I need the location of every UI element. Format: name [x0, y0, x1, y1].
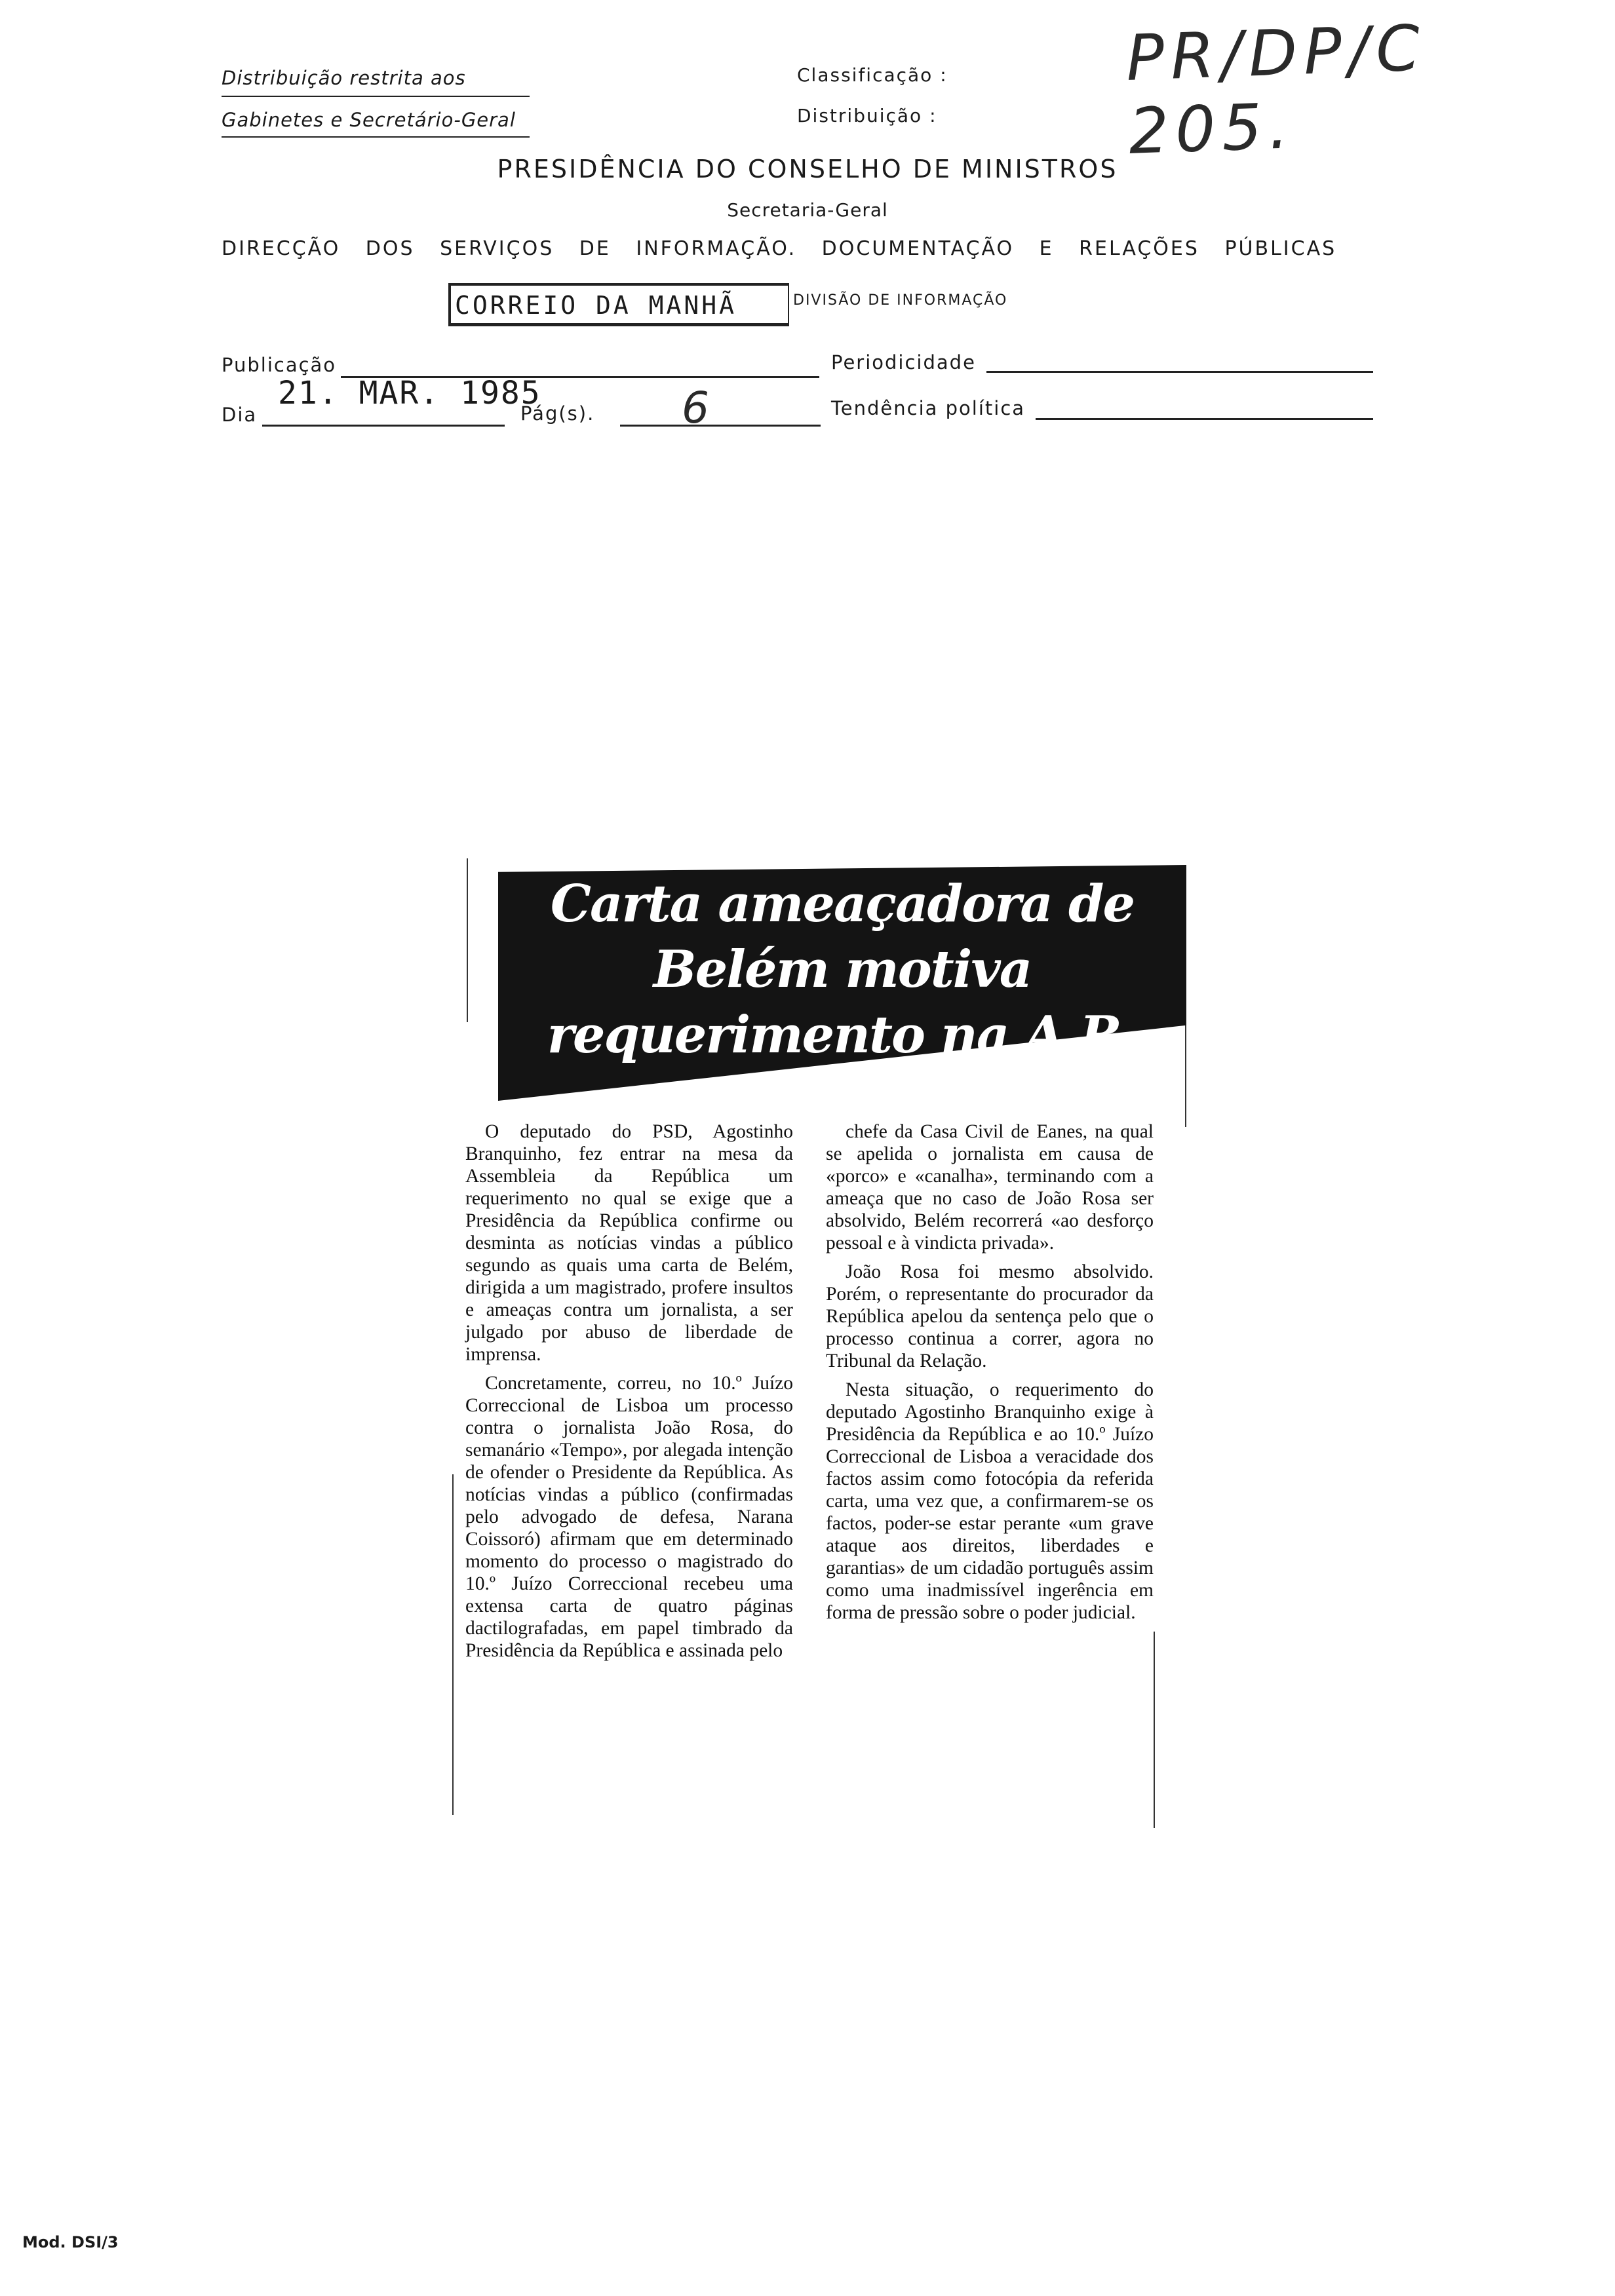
clip-edge-left-bottom	[452, 1474, 454, 1815]
distribution-line-2: Gabinetes e Secretário-Geral	[222, 109, 516, 131]
pages-fill-line	[620, 425, 821, 427]
secretariat-subtitle: Secretaria-Geral	[727, 199, 888, 221]
division-label: DIVISÃO DE INFORMAÇÃO	[793, 292, 1008, 309]
article-column-1	[465, 1120, 793, 1668]
periodicity-label: Periodicidade	[831, 351, 976, 373]
presidency-title: PRESIDÊNCIA DO CONSELHO DE MINISTROS	[497, 155, 1118, 183]
directorate-title: DIRECÇÃO DOS SERVIÇOS DE INFORMAÇÃO. DOCUMENTAÇÃO E RELAÇÕES PÚBLICAS	[222, 237, 1337, 260]
article-column-2	[826, 1120, 1154, 1630]
day-label: Dia	[222, 404, 258, 426]
article-headline: Carta ameaçadora de Belém motiva requerimento na A.R.	[547, 874, 1138, 1065]
day-fill-line	[262, 425, 505, 427]
political-tendency-label: Tendência política	[831, 397, 1026, 419]
clip-edge-left-top	[467, 858, 468, 1022]
date-stamp: 21. MAR. 1985	[278, 375, 541, 411]
column-1-paragraph-1: O deputado do PSD, Agostinho Branquinho, fez entrar na mesa da Assembleia da República um requerimento no qual se exige que a Presidência da República confirme ou desminta as notícias vindas a público segundo as quais uma carta de Belém, dirigida a um magistrado, profere insultos e ameaças contra um jornalista, a ser julgado por abuso de liberdade de imprensa.	[465, 1121, 793, 1365]
column-2-paragraph-3: Nesta situação, o requerimento do deputado Agostinho Branquinho exige à Presidência da República e ao 10.º Juízo Correccional de Lisboa a veracidade dos factos assim como fotocópia da referida carta, uma vez que, a confirmarem-se os factos, poder-se estar perante «um grave ataque aos direitos, liberdades e garantias» de um cidadão português assim como uma inadmissível ingerência em forma de pressão sobre o poder judicial.	[826, 1379, 1154, 1623]
distribution-rule-2	[222, 136, 530, 138]
pages-handwritten: 6	[682, 383, 709, 433]
column-1-paragraph-2: Concretamente, correu, no 10.º Juízo Correccional de Lisboa um processo contra o jornalista João Rosa, do semanário «Tempo», por alegada intenção de ofender o Presidente da República. As notícias vindas a público (confirmadas pelo advogado de defesa, Narana Coissoró) afirmam que em determinado momento do processo o magistrado do 10.º Juízo Correccional recebeu uma extensa carta de quatro páginas dactilografadas, em papel timbrado da Presidência da República e assinada pelo	[465, 1373, 793, 1661]
publication-label: Publicação	[222, 354, 337, 376]
clip-edge-right-bottom	[1154, 1632, 1155, 1828]
publication-stamp: CORREIO DA MANHÃ	[455, 291, 737, 320]
distribution-label: Distribuição :	[797, 105, 937, 126]
newspaper-clipping	[452, 845, 1206, 1848]
column-2-paragraph-1: chefe da Casa Civil de Eanes, na qual se apelida o jornalista em causa de «porco» e «canalha», terminando com a ameaça que no caso de João Rosa ser absolvido, Belém recorrerá «ao desforço pessoal e à vindicta privada».	[826, 1121, 1154, 1253]
form-code: Mod. DSI/3	[22, 2233, 119, 2251]
pages-label: Pág(s).	[520, 402, 595, 425]
classification-label: Classificação :	[797, 64, 948, 86]
distribution-line-1: Distribuição restrita aos	[222, 67, 466, 89]
distribution-rule-1	[222, 96, 530, 97]
handwritten-reference: PR/DP/C 205.	[1125, 11, 1428, 168]
periodicity-fill-line	[986, 371, 1373, 373]
column-2-paragraph-2: João Rosa foi mesmo absolvido. Porém, o representante do procurador da República apelou da sentença pelo que o processo continua a correr, agora no Tribunal da Relação.	[826, 1261, 1154, 1371]
political-fill-line	[1036, 418, 1373, 420]
